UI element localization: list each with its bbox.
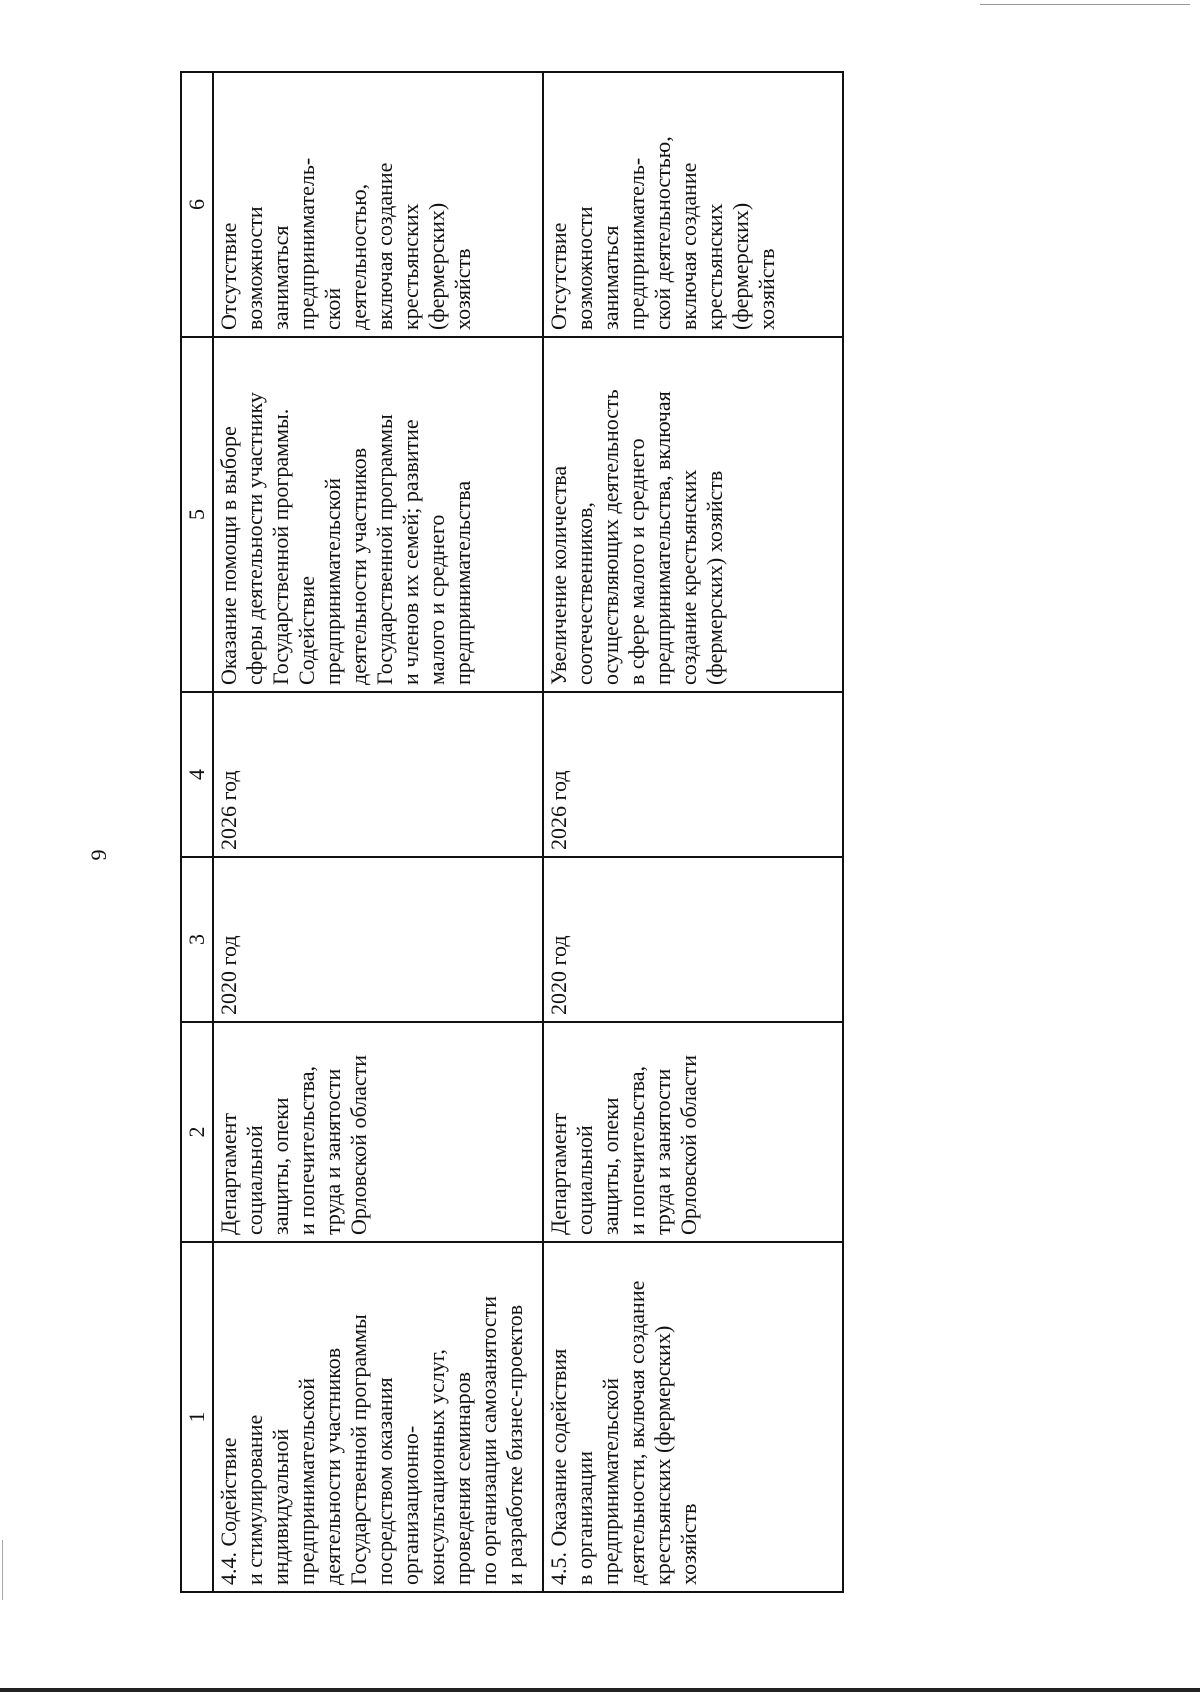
cell-text-line: по организации самозанятости <box>476 1296 501 1585</box>
cell-text-line: возможности <box>242 206 267 330</box>
header-col-1: 1 <box>181 1242 213 1592</box>
cell-text-line: Департамент <box>216 1112 241 1235</box>
cell-text-line: осуществляющих деятельность <box>598 389 623 685</box>
cell-text-line: в организации <box>572 1451 597 1585</box>
scan-artifact-bottom <box>0 1688 1200 1692</box>
end-year-cell <box>543 692 843 857</box>
cell-text-line: и стимулирование <box>242 1414 267 1585</box>
cell-text-line: и попечительства, <box>294 1065 319 1235</box>
cell-text-line: крестьянских <box>398 203 423 330</box>
start-year-cell <box>213 857 543 1022</box>
cell-text-line: в сфере малого и среднего <box>624 438 649 685</box>
cell-text-line: предпринимательской <box>294 1377 319 1585</box>
measures-table-container <box>180 73 840 1593</box>
scan-artifact-left <box>2 1540 3 1600</box>
measure-cell <box>543 1242 843 1592</box>
cell-text-line: социальной <box>242 1125 267 1235</box>
cell-text-line: 2026 год <box>216 770 241 850</box>
cell-text-line: Содействие <box>294 575 319 685</box>
measures-table <box>180 71 844 1593</box>
cell-text-line: 4.5. Оказание содействия <box>546 1348 571 1585</box>
result-cell <box>213 337 543 692</box>
cell-text-line: предпринимательства <box>450 480 475 685</box>
cell-text-line: защиты, опеки <box>598 1097 623 1235</box>
cell-text-line: Орловской области <box>676 1055 701 1235</box>
cell-text-line: возможности <box>572 206 597 330</box>
cell-text-line: Государственной программы <box>372 414 397 685</box>
cell-text-line: деятельности, включая создание <box>624 1280 649 1585</box>
header-col-3: 3 <box>181 857 213 1022</box>
cell-text-line: хозяйств <box>676 1503 701 1585</box>
cell-text-line: защиты, опеки <box>268 1097 293 1235</box>
cell-text-line: Орловской области <box>346 1055 371 1235</box>
cell-text-line: хозяйств <box>450 248 475 330</box>
cell-text-line: предприниматель- <box>294 157 319 330</box>
header-col-5: 5 <box>181 337 213 692</box>
cell-text-line: 2026 год <box>546 770 571 850</box>
cell-text-line: создание крестьянских <box>676 469 701 685</box>
end-year-cell <box>213 692 543 857</box>
cell-text-line: предпринимательской <box>598 1377 623 1585</box>
cell-text-line: предприниматель- <box>624 157 649 330</box>
cell-text-line: хозяйств <box>754 248 779 330</box>
cell-text-line: организационно- <box>398 1425 423 1585</box>
cell-text-line: и разработке бизнес-проектов <box>502 1304 527 1585</box>
page-number: 9 <box>86 849 111 861</box>
cell-text-line: (фермерских) <box>728 202 753 330</box>
cell-text-line: посредством оказания <box>372 1377 397 1585</box>
cell-text-line: крестьянских <box>702 203 727 330</box>
cell-text-line: деятельностью, <box>346 183 371 330</box>
cell-text-line: и попечительства, <box>624 1065 649 1235</box>
cell-text-line: включая создание <box>676 162 701 330</box>
executor-cell <box>543 1022 843 1242</box>
cell-text-line: и членов их семей; развитие <box>398 419 423 685</box>
table-row <box>213 72 543 1592</box>
cell-text-line: заниматься <box>268 225 293 330</box>
header-col-2: 2 <box>181 1022 213 1242</box>
cell-text-line: индивидуальной <box>268 1428 293 1585</box>
consequence-cell <box>543 72 843 337</box>
cell-text-line: деятельности участников <box>320 1347 345 1585</box>
cell-text-line: деятельности участников <box>346 447 371 685</box>
cell-text-line: Оказание помощи в выборе <box>216 426 241 685</box>
executor-cell <box>213 1022 543 1242</box>
cell-text-line: социальной <box>572 1125 597 1235</box>
cell-text-line: Департамент <box>546 1112 571 1235</box>
cell-text-line: Отсутствие <box>546 222 571 330</box>
table-row <box>543 72 843 1592</box>
cell-text-line: 2020 год <box>546 935 571 1015</box>
cell-text-line: Государственной программы. <box>268 408 293 685</box>
cell-text-line: Отсутствие <box>216 222 241 330</box>
cell-text-line: заниматься <box>598 225 623 330</box>
cell-text-line: малого и среднего <box>424 514 449 685</box>
cell-text-line: соотечественников, <box>572 502 597 685</box>
scan-artifact-top <box>980 4 1190 5</box>
cell-text-line: Увеличение количества <box>546 465 571 685</box>
cell-text-line: труда и занятости <box>320 1068 345 1235</box>
cell-text-line: включая создание <box>372 162 397 330</box>
header-col-6: 6 <box>181 72 213 337</box>
result-cell <box>543 337 843 692</box>
measure-cell <box>213 1242 543 1592</box>
cell-text-line: ской деятельностью, <box>650 136 675 330</box>
cell-text-line: 4.4. Содействие <box>216 1437 241 1585</box>
consequence-cell <box>213 72 543 337</box>
cell-text-line: консультационных услуг, <box>424 1349 449 1585</box>
cell-text-line: ской <box>320 287 345 330</box>
cell-text-line: проведения семинаров <box>450 1371 475 1585</box>
cell-text-line: крестьянских (фермерских) <box>650 1325 675 1585</box>
cell-text-line: предпринимательской <box>320 477 345 685</box>
cell-text-line: (фермерских) <box>424 202 449 330</box>
start-year-cell <box>543 857 843 1022</box>
cell-text-line: 2020 год <box>216 935 241 1015</box>
cell-text-line: Государственной программы <box>346 1314 371 1585</box>
cell-text-line: сферы деятельности участнику <box>242 392 267 685</box>
cell-text-line: предпринимательства, включая <box>650 391 675 685</box>
cell-text-line: (фермерских) хозяйств <box>702 470 727 685</box>
header-col-4: 4 <box>181 692 213 857</box>
cell-text-line: труда и занятости <box>650 1068 675 1235</box>
header-row <box>181 72 213 1592</box>
